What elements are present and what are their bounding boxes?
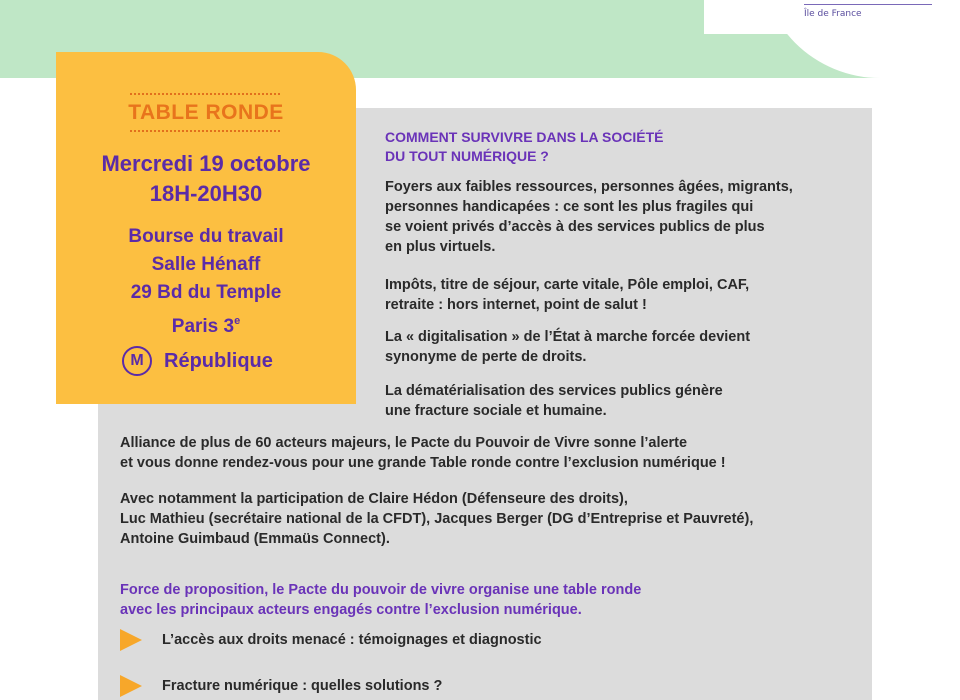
venue-line: Bourse du travail [128, 226, 284, 247]
triangle-bullet-icon [120, 629, 142, 651]
text-line: Luc Mathieu (secrétaire national de la CFDT), Jacques Berger (DG d’Entreprise et Pauvreté), [120, 511, 754, 527]
text-line: Avec notamment la participation de Claire Hédon (Défenseure des droits), [120, 491, 628, 507]
section-heading [385, 128, 805, 166]
metro-icon-letter: M [130, 352, 144, 369]
city-name: Paris 3 [171, 316, 235, 337]
text-line: Foyers aux faibles ressources, personnes âgées, migrants, [385, 179, 793, 195]
text-line: synonyme de perte de droits. [385, 349, 587, 365]
paragraph-alliance [120, 433, 860, 473]
heading-line: COMMENT SURVIVRE DANS LA SOCIÉTÉ [385, 129, 664, 145]
text-line: La dématérialisation des services publics génère [385, 383, 723, 399]
agenda-item [120, 674, 442, 698]
paragraph-fragile-groups [385, 177, 865, 257]
text-line: une fracture sociale et humaine. [385, 403, 607, 419]
event-venue [56, 223, 356, 341]
logo-text: Île de France [804, 9, 862, 19]
paragraph-participants [120, 489, 870, 549]
heading-line: DU TOUT NUMÉRIQUE ? [385, 148, 549, 164]
text-line: Force de proposition, le Pacte du pouvoir de vivre organise une table ronde [120, 582, 642, 598]
city-suffix: e [234, 315, 241, 327]
event-card [56, 52, 356, 404]
metro-station-name: République [164, 349, 273, 372]
region-logo [704, 0, 936, 34]
agenda-item-text: Fracture numérique : quelles solutions ? [162, 678, 443, 694]
paragraph-dematerialisation [385, 381, 865, 421]
text-line: se voient privés d’accès à des services publics de plus [385, 219, 765, 235]
venue-line: Salle Hénaff [151, 254, 261, 275]
paragraph-digitalisation [385, 327, 865, 367]
text-line: Alliance de plus de 60 acteurs majeurs, le Pacte du Pouvoir de Vivre sonne l’alerte [120, 435, 688, 451]
event-time: 18H-20H30 [149, 181, 263, 206]
agenda-item [120, 628, 542, 652]
metro-station [122, 345, 273, 377]
agenda-item-text: L’accès aux droits menacé : témoignages et diagnostic [162, 632, 542, 648]
venue-line: 29 Bd du Temple [130, 282, 282, 303]
event-type-label: TABLE RONDE [128, 101, 284, 124]
paragraph-intro [120, 580, 860, 620]
text-line: Impôts, titre de séjour, carte vitale, Pôle emploi, CAF, [385, 277, 750, 293]
dotted-divider-top [130, 93, 280, 95]
dotted-divider-bottom [130, 130, 280, 132]
text-line: en plus virtuels. [385, 239, 496, 255]
text-line: Antoine Guimbaud (Emmaüs Connect). [120, 531, 390, 547]
text-line: avec les principaux acteurs engagés contre l’exclusion numérique. [120, 602, 582, 618]
event-date: Mercredi 19 octobre [101, 151, 311, 176]
text-line: retraite : hors internet, point de salut ! [385, 297, 647, 313]
text-line: et vous donne rendez-vous pour une grande Table ronde contre l’exclusion numérique ! [120, 455, 726, 471]
logo-rule [804, 4, 932, 5]
paragraph-services [385, 275, 865, 315]
text-line: personnes handicapées : ce sont les plus fragiles qui [385, 199, 754, 215]
triangle-bullet-icon [120, 675, 142, 697]
metro-icon [122, 346, 152, 376]
text-line: La « digitalisation » de l’État à marche forcée devient [385, 329, 751, 345]
venue-city [56, 307, 356, 341]
